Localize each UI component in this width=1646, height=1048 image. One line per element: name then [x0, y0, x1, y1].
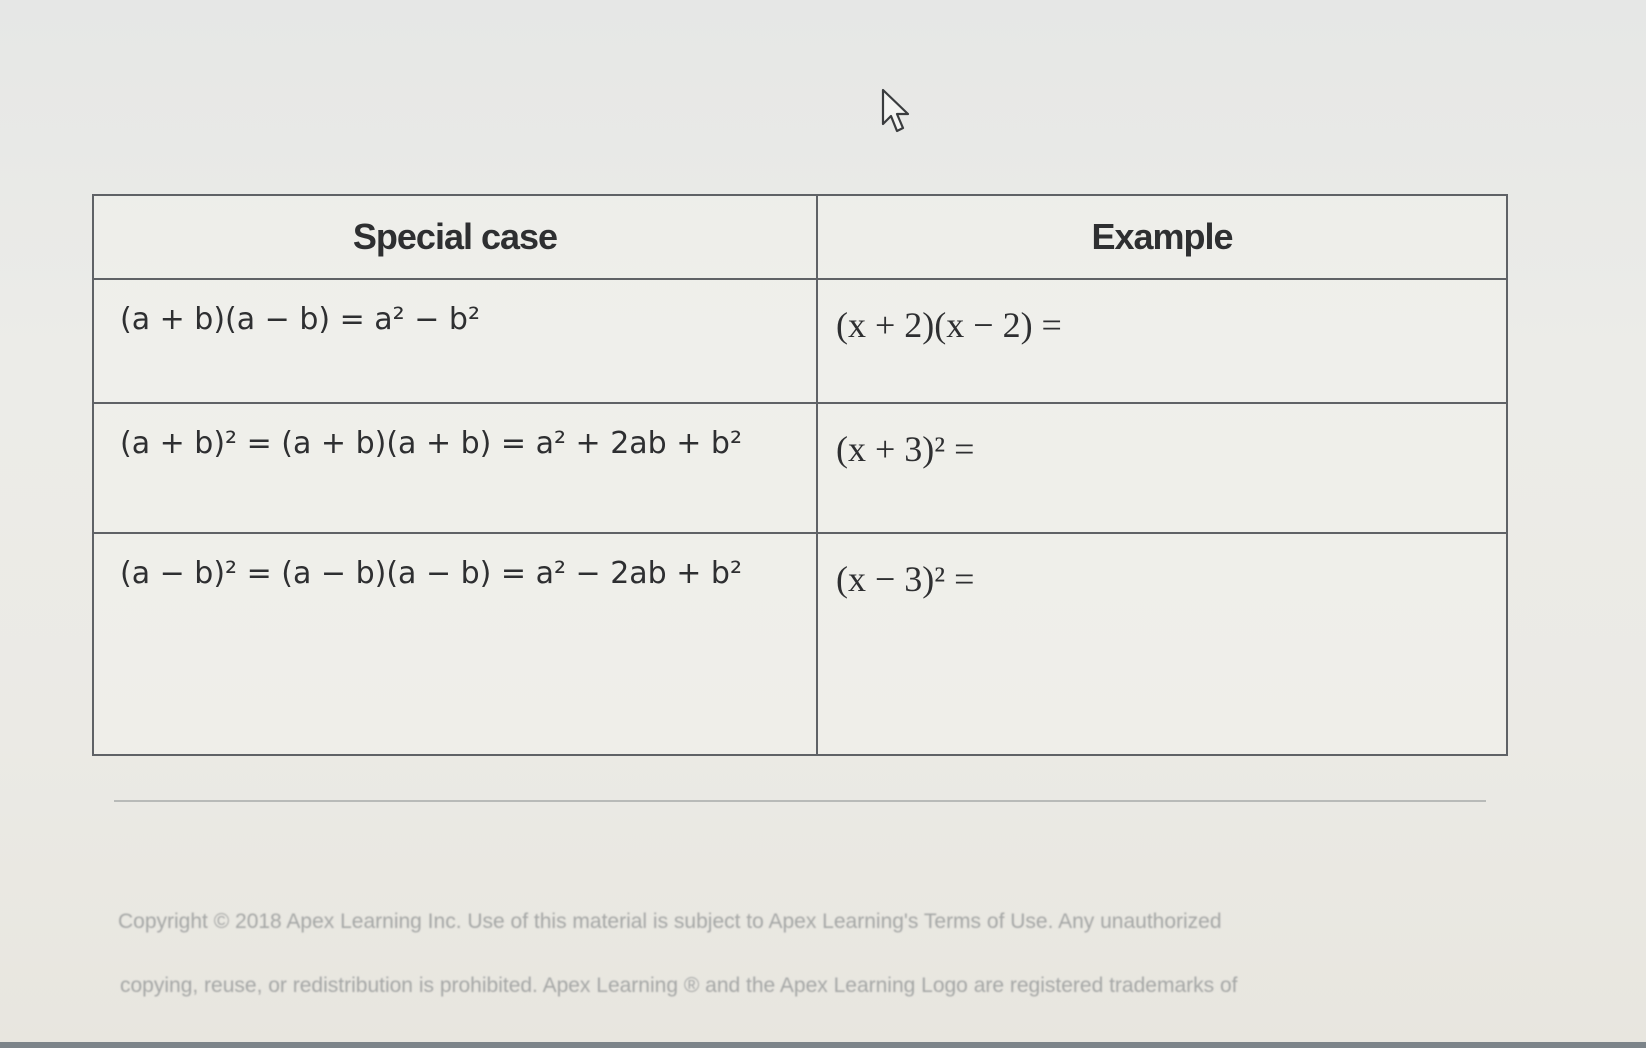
screen-bottom-edge: [0, 1042, 1646, 1048]
copyright-text-line-1: Copyright © 2018 Apex Learning Inc. Use of this material is subject to Apex Learning's Terms of Use. Any unauthorized: [118, 910, 1222, 933]
special-products-table-container: [92, 194, 1506, 756]
special-products-table: [92, 194, 1508, 756]
table-row: [93, 403, 1507, 533]
copyright-text-line-2: copying, reuse, or redistribution is prohibited. Apex Learning ® and the Apex Learning Logo are registered trademarks of: [120, 974, 1238, 997]
special-case-cell: (a − b)² = (a − b)(a − b) = a² − 2ab + b²: [93, 533, 817, 755]
example-cell: (x + 3)² =: [817, 403, 1507, 533]
special-case-cell: (a + b)(a − b) = a² − b²: [93, 279, 817, 403]
footer-divider: [114, 800, 1486, 802]
header-special-case: Special case: [93, 195, 817, 279]
mouse-pointer-icon: [880, 88, 914, 136]
header-example: Example: [817, 195, 1507, 279]
table-row: [93, 279, 1507, 403]
table-header-row: [93, 195, 1507, 279]
special-case-cell: (a + b)² = (a + b)(a + b) = a² + 2ab + b²: [93, 403, 817, 533]
example-cell: (x − 3)² =: [817, 533, 1507, 755]
example-cell: (x + 2)(x − 2) =: [817, 279, 1507, 403]
table-row: [93, 533, 1507, 755]
